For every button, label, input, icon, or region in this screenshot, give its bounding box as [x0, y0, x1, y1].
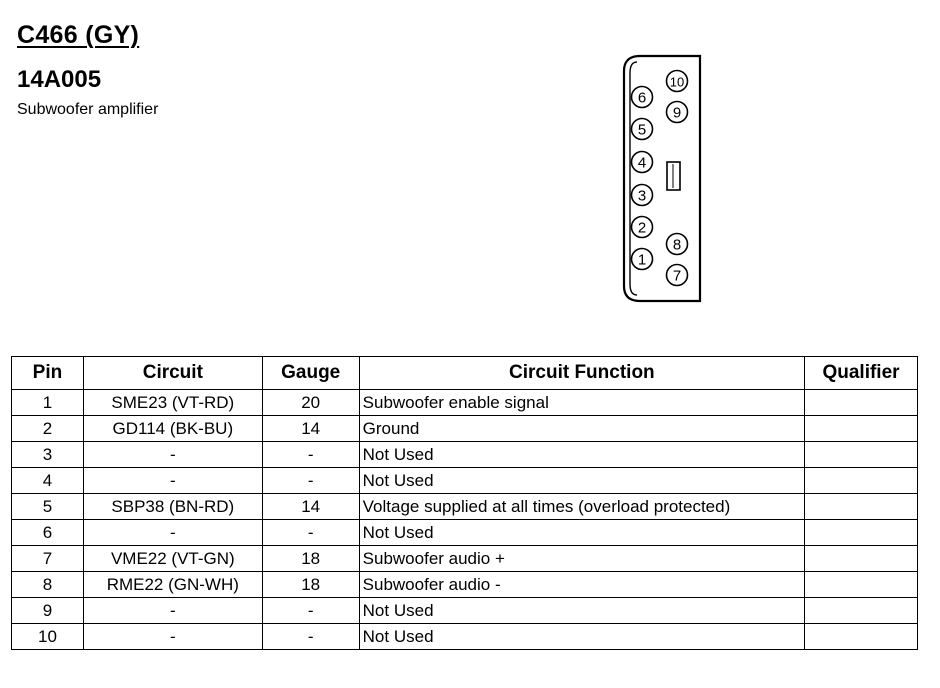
connector-housing-outline	[624, 56, 700, 301]
qualifier-cell	[805, 494, 918, 520]
gauge-cell: 14	[262, 416, 359, 442]
table-row	[12, 598, 918, 624]
pin-cell: 2	[12, 416, 84, 442]
connector-pin-label: 5	[637, 121, 647, 139]
circuit-cell: GD114 (BK-BU)	[83, 416, 262, 442]
circuit-cell: -	[83, 442, 262, 468]
table-row	[12, 624, 918, 650]
circuit-function-cell: Not Used	[359, 520, 804, 546]
connector-pin-label: 7	[672, 267, 682, 285]
qualifier-cell	[805, 468, 918, 494]
qualifier-cell	[805, 598, 918, 624]
circuit-function-cell: Subwoofer enable signal	[359, 390, 804, 416]
gauge-cell: -	[262, 598, 359, 624]
gauge-cell: 20	[262, 390, 359, 416]
gauge-cell: 18	[262, 572, 359, 598]
circuit-function-cell: Not Used	[359, 598, 804, 624]
circuit-function-cell: Not Used	[359, 468, 804, 494]
table-row	[12, 442, 918, 468]
gauge-cell: 18	[262, 546, 359, 572]
gauge-cell: -	[262, 468, 359, 494]
qualifier-cell	[805, 572, 918, 598]
column-header-circuit: Circuit	[83, 357, 262, 390]
qualifier-cell	[805, 416, 918, 442]
pinout-table-body	[12, 390, 918, 650]
pin-cell: 5	[12, 494, 84, 520]
connector-id: C466 (GY)	[17, 21, 140, 49]
qualifier-cell	[805, 442, 918, 468]
connector-pin-label: 10	[669, 74, 685, 90]
circuit-cell: -	[83, 598, 262, 624]
circuit-cell: -	[83, 520, 262, 546]
circuit-function-cell: Voltage supplied at all times (overload protected)	[359, 494, 804, 520]
pin-cell: 7	[12, 546, 84, 572]
connector-pin-label: 3	[637, 187, 647, 205]
circuit-function-cell: Subwoofer audio -	[359, 572, 804, 598]
connector-pin-label: 1	[637, 251, 647, 269]
gauge-cell: -	[262, 624, 359, 650]
table-row	[12, 520, 918, 546]
qualifier-cell	[805, 624, 918, 650]
pin-cell: 9	[12, 598, 84, 624]
part-description: Subwoofer amplifier	[17, 101, 159, 118]
qualifier-cell	[805, 390, 918, 416]
pin-cell: 10	[12, 624, 84, 650]
connector-face-diagram	[610, 48, 710, 308]
pin-cell: 3	[12, 442, 84, 468]
table-row	[12, 416, 918, 442]
connector-pin-label: 2	[637, 219, 647, 237]
circuit-cell: -	[83, 624, 262, 650]
column-header-gauge: Gauge	[262, 357, 359, 390]
pin-cell: 4	[12, 468, 84, 494]
gauge-cell: -	[262, 442, 359, 468]
circuit-function-cell: Not Used	[359, 624, 804, 650]
circuit-cell: -	[83, 468, 262, 494]
qualifier-cell	[805, 520, 918, 546]
connector-pin-label: 9	[672, 104, 682, 122]
connector-pin-label: 6	[637, 89, 647, 107]
table-row	[12, 494, 918, 520]
circuit-function-cell: Subwoofer audio +	[359, 546, 804, 572]
column-header-pin: Pin	[12, 357, 84, 390]
circuit-cell: RME22 (GN-WH)	[83, 572, 262, 598]
circuit-cell: SBP38 (BN-RD)	[83, 494, 262, 520]
circuit-function-cell: Not Used	[359, 442, 804, 468]
column-header-circuit-function: Circuit Function	[359, 357, 804, 390]
circuit-cell: SME23 (VT-RD)	[83, 390, 262, 416]
pin-cell: 8	[12, 572, 84, 598]
circuit-cell: VME22 (VT-GN)	[83, 546, 262, 572]
qualifier-cell	[805, 546, 918, 572]
table-row	[12, 546, 918, 572]
part-number: 14A005	[17, 66, 102, 93]
column-header-qualifier: Qualifier	[805, 357, 918, 390]
circuit-function-cell: Ground	[359, 416, 804, 442]
connector-pin-label: 8	[672, 236, 682, 254]
table-row	[12, 390, 918, 416]
gauge-cell: 14	[262, 494, 359, 520]
pinout-table	[11, 356, 918, 650]
pin-cell: 6	[12, 520, 84, 546]
gauge-cell: -	[262, 520, 359, 546]
table-row	[12, 572, 918, 598]
pin-cell: 1	[12, 390, 84, 416]
table-header-row	[12, 357, 918, 390]
table-row	[12, 468, 918, 494]
pin-group	[632, 71, 688, 286]
connector-pin-label: 4	[637, 154, 647, 172]
